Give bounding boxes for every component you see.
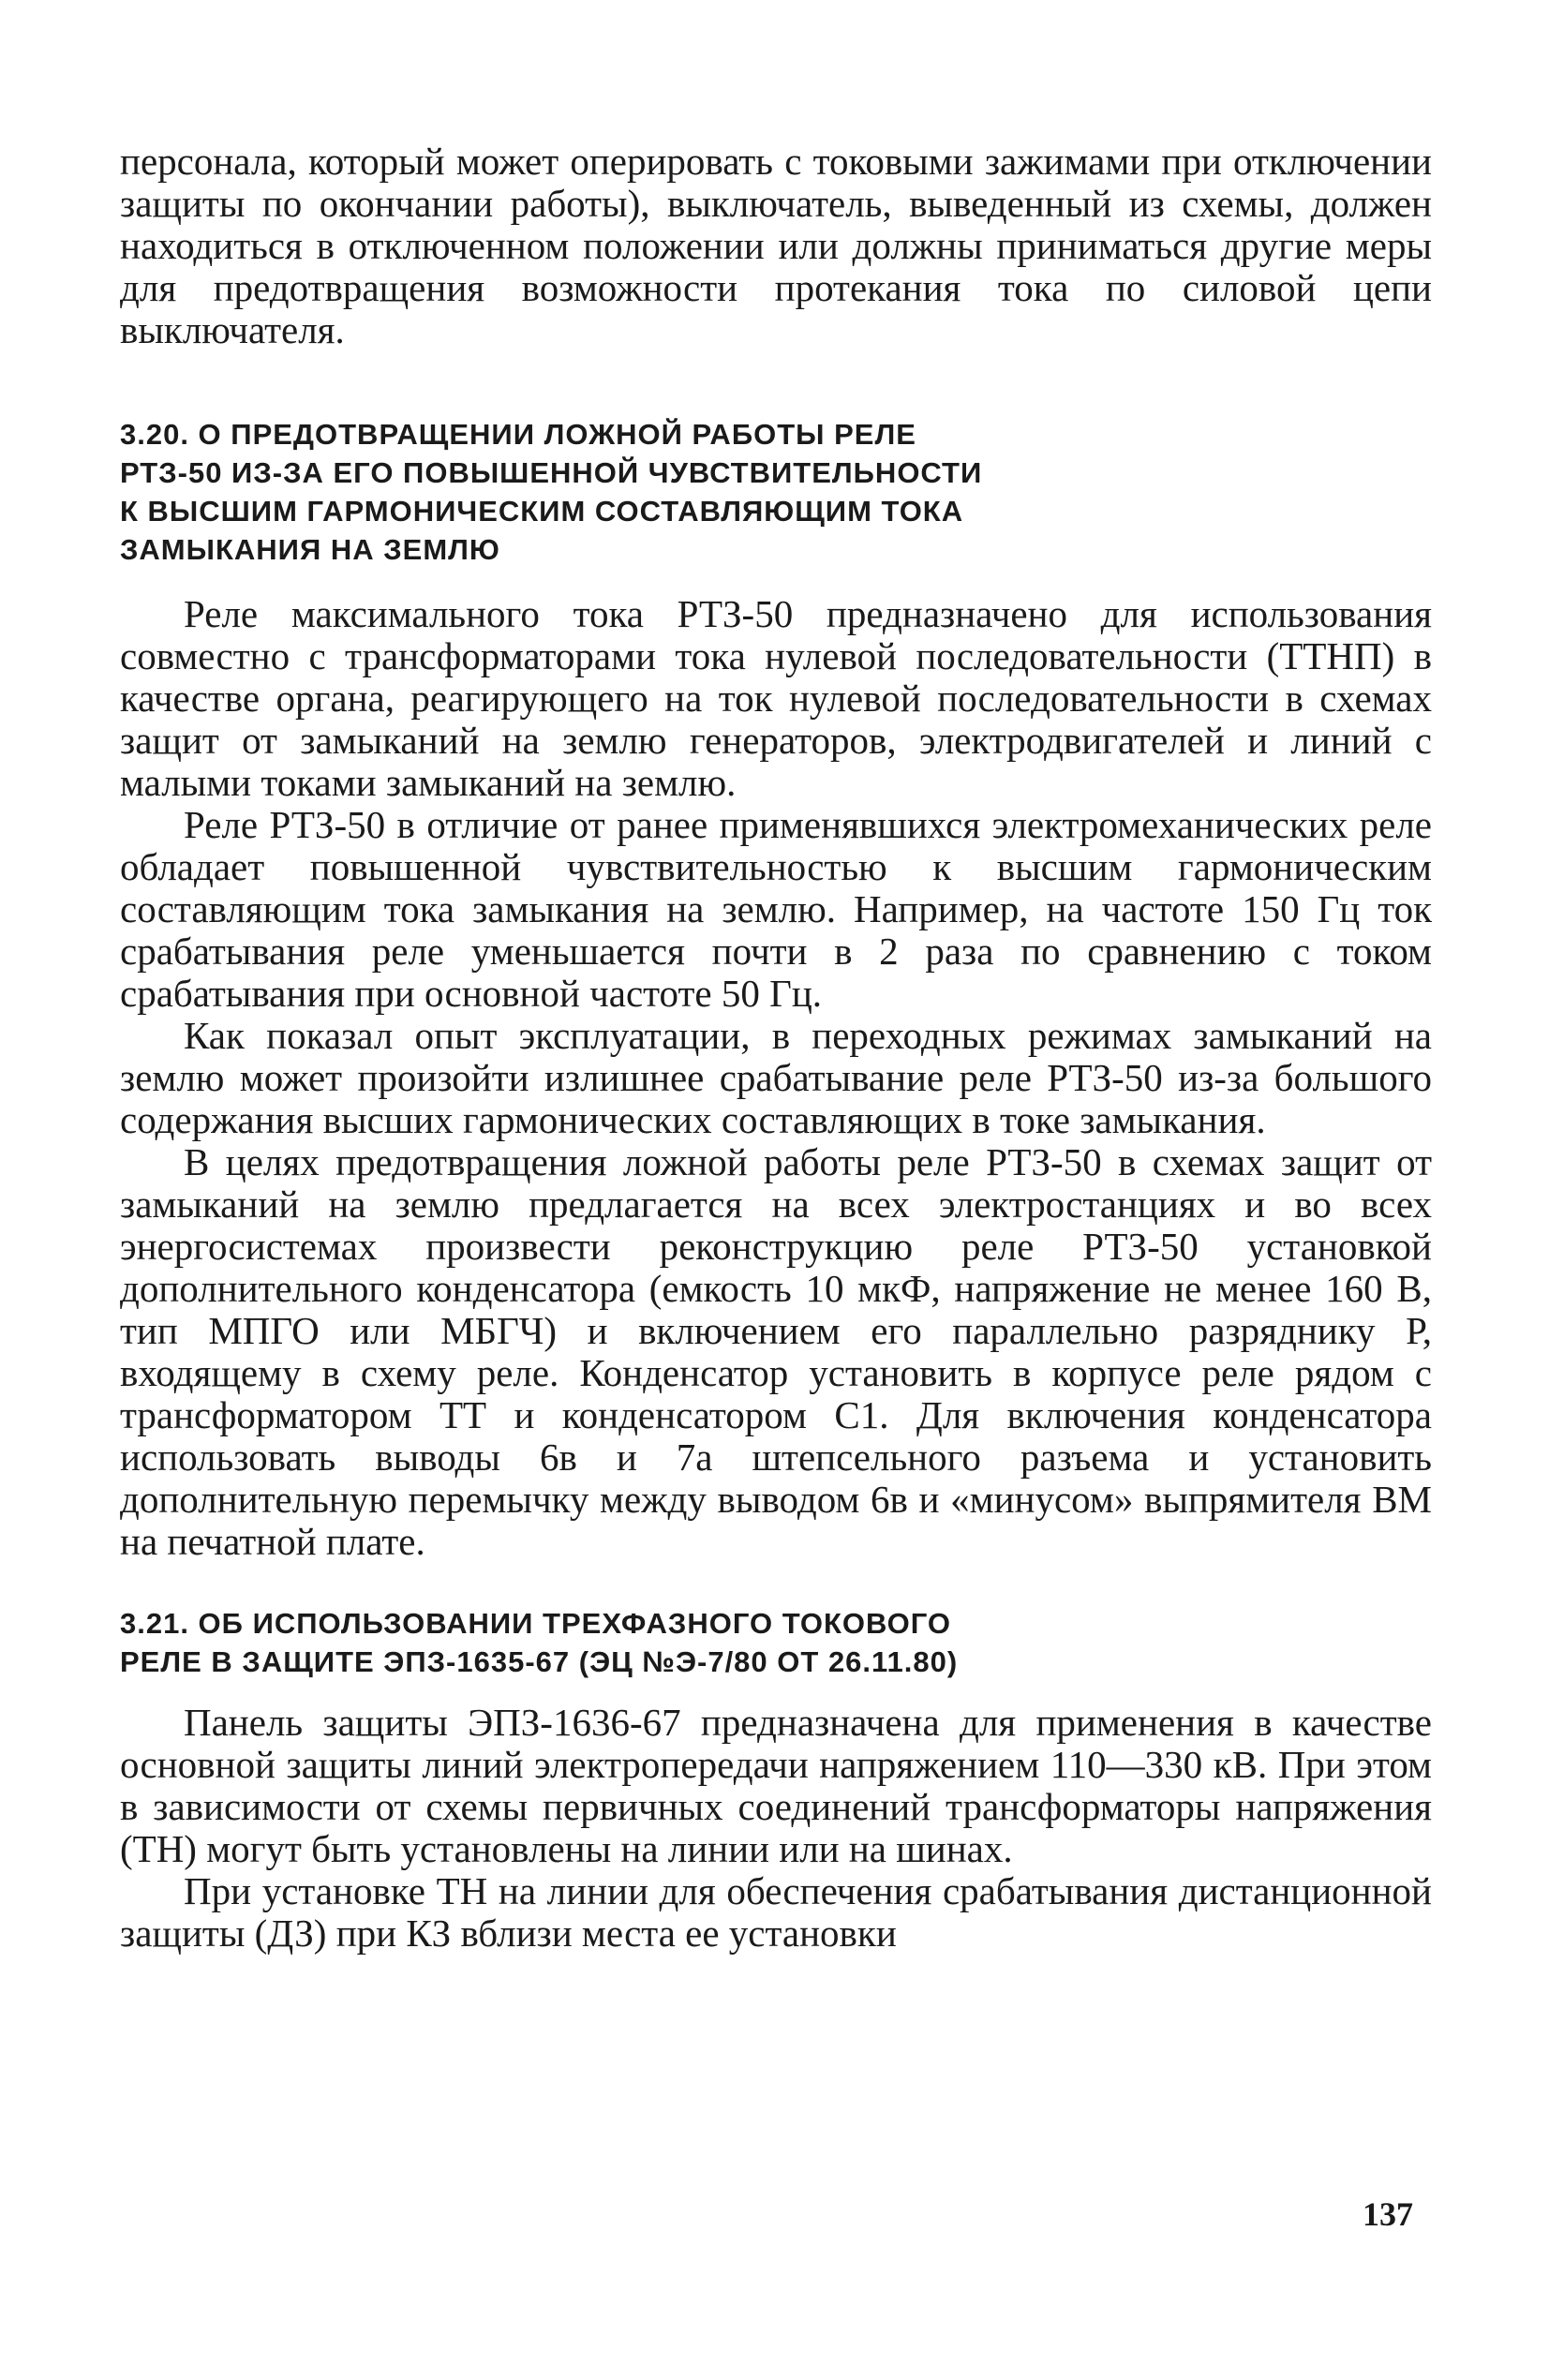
paragraph-continuation: персонала, который может оперировать с токовыми зажимами при отключении защиты по окончании работы), выключатель, выведенный из схемы, должен находиться в отключенном положении или должны приниматься другие меры для предотвращения возможности протекания тока по силовой цепи выключателя. [120, 140, 1432, 351]
paragraph-epz-panel: Панель защиты ЭПЗ-1636-67 предназначена для применения в качестве основной защиты линий электропередачи напряжением 110—330 кВ. При этом в зависимости от схемы первичных соединений трансформаторы напряжения (ТН) могут быть установлены на линии или на шинах. [120, 1701, 1432, 1870]
paragraph-operating-experience: Как показал опыт эксплуатации, в переходных режимах замыканий на землю может произойти излишнее срабатывание реле РТЗ-50 из-за большого содержания высших гармонических составляющих в токе замыкания. [120, 1014, 1432, 1141]
heading-line: РТЗ-50 ИЗ-ЗА ЕГО ПОВЫШЕННОЙ ЧУВСТВИТЕЛЬНОСТИ [120, 456, 983, 489]
paragraph-tn-installation: При установке ТН на линии для обеспечения срабатывания дистанционной защиты (ДЗ) при КЗ вблизи места ее установки [120, 1869, 1432, 1955]
document-page [120, 141, 1432, 1955]
heading-line: 3.21. ОБ ИСПОЛЬЗОВАНИИ ТРЕХФАЗНОГО ТОКОВОГО [120, 1607, 952, 1640]
heading-line: К ВЫСШИМ ГАРМОНИЧЕСКИМ СОСТАВЛЯЮЩИМ ТОКА [120, 495, 964, 528]
paragraph-rtz50-purpose: Реле максимального тока РТЗ-50 предназначено для использования совместно с трансформаторами тока нулевой последовательности (ТТНП) в качестве органа, реагирующего на ток нулевой последовательности в схемах защит от замыканий на землю генераторов, электродвигателей и линий с малыми токами замыканий на землю. [120, 592, 1432, 804]
heading-line: РЕЛЕ В ЗАЩИТЕ ЭПЗ-1635-67 (ЭЦ №Э-7/80 ОТ 26.11.80) [120, 1645, 959, 1678]
page-number: 137 [1363, 2195, 1413, 2233]
heading-line: 3.20. О ПРЕДОТВРАЩЕНИИ ЛОЖНОЙ РАБОТЫ РЕЛЕ [120, 418, 916, 451]
paragraph-reconstruction: В целях предотвращения ложной работы реле РТЗ-50 в схемах защит от замыканий на землю предлагается на всех электростанциях и во всех энергосистемах произвести реконструкцию реле РТЗ-50 установкой дополнительного конденсатора (емкость 10 мкФ, напряжение не менее 160 В, тип МПГО или МБГЧ) и включением его параллельно разряднику Р, входящему в схему реле. Конденсатор установить в корпусе реле рядом с трансформатором ТТ и конденсатором С1. Для включения конденсатора использовать выводы 6в и 7а штепсельного разъема и установить дополнительную перемычку между выводом 6в и «минусом» выпрямителя ВМ на печатной плате. [120, 1140, 1432, 1563]
paragraph-rtz50-sensitivity: Реле РТЗ-50 в отличие от ранее применявшихся электромеханических реле обладает повышенной чувствительностью к высшим гармоническим составляющим тока замыкания на землю. Например, на частоте 150 Гц ток срабатывания реле уменьшается почти в 2 раза по сравнению с током срабатывания при основной частоте 50 Гц. [120, 803, 1432, 1015]
section-heading-3-21 [120, 1604, 1432, 1681]
heading-line: ЗАМЫКАНИЯ НА ЗЕМЛЮ [120, 533, 500, 566]
section-heading-3-20 [120, 415, 1432, 569]
